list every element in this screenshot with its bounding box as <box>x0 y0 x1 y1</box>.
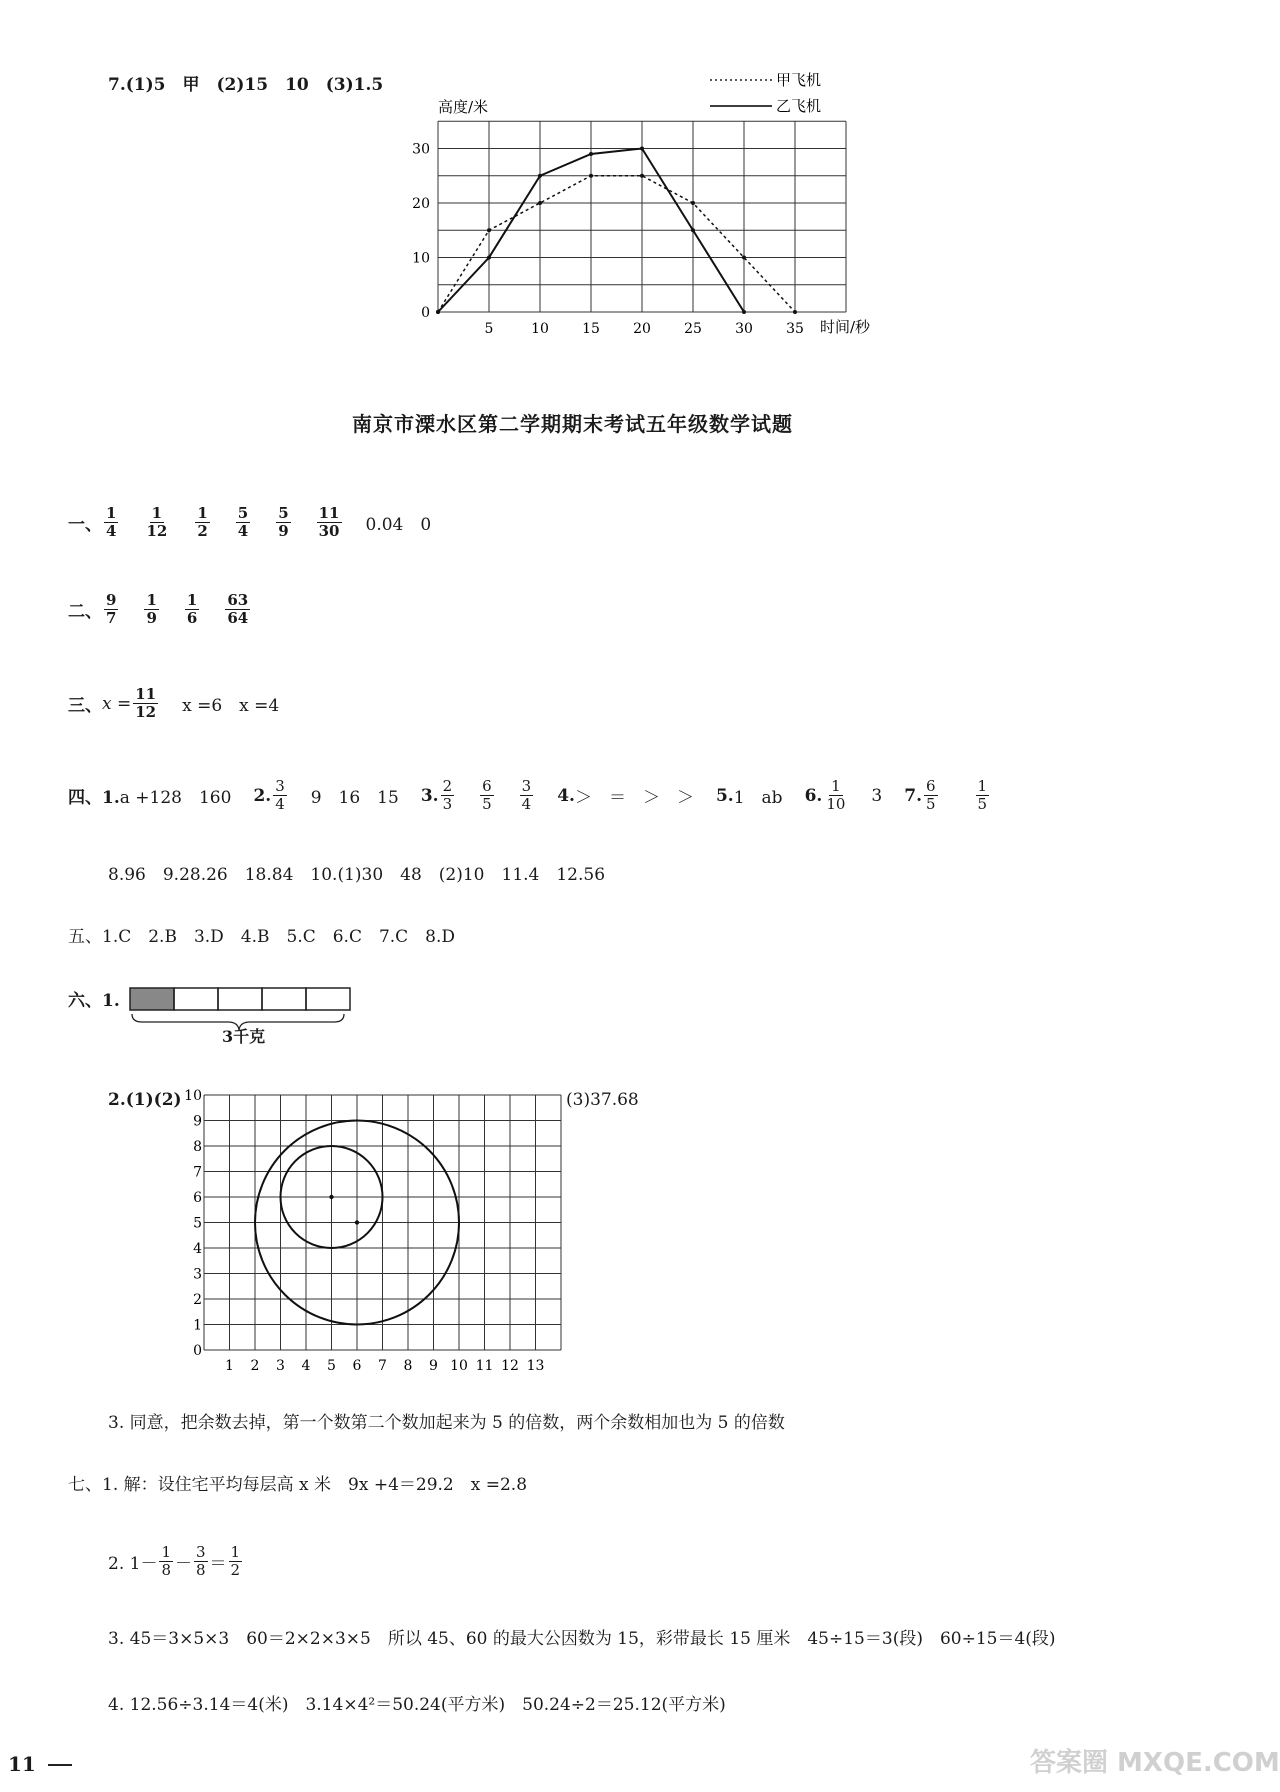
data-point <box>691 201 695 205</box>
y-tick-label: 1 <box>193 1317 202 1334</box>
y-tick-label: 7 <box>193 1164 202 1181</box>
x-tick-label: 11 <box>475 1358 494 1374</box>
section-6-q2-label: 2.(1)(2) <box>108 1090 182 1110</box>
x-tick-label: 30 <box>735 321 753 337</box>
x-tick-label: 7 <box>378 1358 387 1374</box>
x-tick-label: 4 <box>301 1358 311 1374</box>
series-line <box>438 176 795 312</box>
segment <box>218 988 262 1010</box>
section-7-q1: 七、1. 解：设住宅平均每层高 x 米 9x +4＝29.2 x =2.8 <box>68 1475 528 1495</box>
brace-label: 3千克 <box>222 1027 266 1046</box>
section-6-label: 六、1. <box>68 991 120 1011</box>
section-7-q4: 4. 12.56÷3.14＝4(米) 3.14×4²＝50.24(平方米) 50.24÷2＝25.12(平方米) <box>108 1695 726 1715</box>
section-2-fractions <box>102 592 252 627</box>
section-7-q2: 2. 1－ $\frac{1}{8}$ － $\frac{3}{8}$ ＝ $\frac{1}{2}$ <box>108 1543 241 1579</box>
segment <box>306 988 350 1010</box>
section-5: 五、1.C 2.B 3.D 4.B 5.C 6.C 7.C 8.D <box>68 927 456 947</box>
fraction: $\frac{63}{64}$ <box>227 591 249 627</box>
shaded-segment <box>130 988 174 1010</box>
fraction: $\frac{1}{4}$ <box>106 504 117 540</box>
x-tick-label: 25 <box>684 321 702 337</box>
legend-label-jia: 甲飞机 <box>776 71 822 89</box>
segment <box>262 988 306 1010</box>
page-number: 11 <box>8 1752 36 1776</box>
fraction: $\frac{3}{8}$ <box>196 1543 206 1579</box>
section-6-q2-answer: (3)37.68 <box>566 1090 639 1110</box>
grid-ticks <box>184 1088 544 1374</box>
y-tick-label: 6 <box>193 1190 202 1206</box>
y-tick-label: 8 <box>193 1139 202 1155</box>
y-tick-label: 20 <box>412 196 430 212</box>
x-tick-label: 8 <box>403 1358 413 1374</box>
section-3-x: x = <box>102 693 132 714</box>
section-3 <box>68 686 279 721</box>
data-point <box>640 174 644 178</box>
x-tick-label: 15 <box>582 321 600 337</box>
segment <box>174 988 218 1010</box>
data-point <box>538 174 542 178</box>
fraction: $\frac{9}{7}$ <box>106 591 117 627</box>
x-tick-label: 5 <box>484 321 494 337</box>
section-1-label: 一、 <box>68 515 102 535</box>
fraction: $\frac{11}{30}$ <box>318 504 340 540</box>
data-point <box>538 201 542 205</box>
section-3-fraction: $\frac{11}{12}$ <box>135 685 157 721</box>
data-point <box>691 228 695 232</box>
x-tick-label: 9 <box>429 1358 438 1374</box>
grid-lines <box>204 1095 561 1350</box>
fraction: $\frac{3}{4}$ <box>275 777 285 813</box>
x-tick-label: 13 <box>526 1358 545 1374</box>
section-1-tail: 0.04 0 <box>365 515 432 535</box>
section-3-label: 三、 <box>68 696 102 716</box>
x-tick-label: 3 <box>276 1358 285 1374</box>
section-1-fractions <box>102 505 344 540</box>
fraction: $\frac{6}{5}$ <box>925 777 936 813</box>
section-2 <box>68 592 252 627</box>
data-point <box>589 152 593 156</box>
legend-label-yi: 乙飞机 <box>776 97 822 115</box>
data-point <box>487 228 491 232</box>
y-tick-label: 10 <box>412 250 430 267</box>
y-tick-label: 4 <box>193 1241 202 1257</box>
x-tick-label: 10 <box>450 1358 468 1374</box>
fraction: $\frac{1}{8}$ <box>161 1543 171 1579</box>
y-tick-label: 0 <box>193 1343 202 1359</box>
fraction: $\frac{1}{5}$ <box>977 777 988 813</box>
fraction: $\frac{3}{4}$ <box>521 777 532 813</box>
fraction: $\frac{5}{4}$ <box>237 504 249 540</box>
q7-answer: 7.(1)5 甲 (2)15 10 (3)1.5 <box>108 75 384 95</box>
x-tick-label: 20 <box>633 321 651 337</box>
fraction: $\frac{1}{9}$ <box>146 591 157 627</box>
y-axis-label: 高度/米 <box>438 98 489 116</box>
data-point <box>640 147 644 151</box>
y-tick-label: 30 <box>412 141 430 158</box>
fraction: $\frac{1}{2}$ <box>230 1543 241 1579</box>
circle-center <box>329 1195 333 1199</box>
y-tick-label: 5 <box>193 1215 202 1232</box>
section-2-label: 二、 <box>68 602 102 622</box>
coordinate-grid <box>184 1086 560 1376</box>
fraction: $\frac{2}{3}$ <box>442 777 453 813</box>
section-1 <box>68 505 431 540</box>
x-tick-label: 5 <box>327 1358 336 1374</box>
exam-title: 南京市溧水区第二学期期末考试五年级数学试题 <box>352 412 793 436</box>
data-point <box>742 256 746 260</box>
chart-ticks <box>412 142 804 338</box>
data-point <box>487 256 491 260</box>
section-3-rest: x =6 x =4 <box>182 696 280 716</box>
x-tick-label: 2 <box>250 1358 260 1374</box>
circle-center <box>355 1220 359 1224</box>
y-tick-label: 3 <box>193 1266 202 1283</box>
fraction: $\frac{1}{12}$ <box>146 504 168 540</box>
watermark-logo: 答案圈 MXQE.COM <box>1030 1748 1280 1778</box>
fraction: $\frac{5}{9}$ <box>278 504 289 540</box>
section-4-line-1: 四、1. a +128 160 2. $\frac{3}{4}$ 9 16 15 3. $\frac{2}{3}$ $\frac{6}{5}$ $\frac{3}{4}$ 4. ＞ ＝ ＞ ＞ 5. 1 ab 6. $\frac{1}{10}$ 3 7. $\frac{6}{5}$ $\frac{1}{5}$ <box>68 777 988 813</box>
y-tick-label: 0 <box>421 305 430 321</box>
section-6-q3: 3. 同意，把余数去掉，第一个数第二个数加起来为 5 的倍数，两个余数相加也为 5 的倍数 <box>108 1413 785 1433</box>
y-tick-label: 10 <box>184 1088 202 1104</box>
section-4-line-2: 8.96 9.28.26 18.84 10.(1)30 48 (2)10 11.4 12.56 <box>108 865 606 885</box>
data-point <box>742 310 746 314</box>
y-tick-label: 9 <box>193 1113 202 1130</box>
fraction: $\frac{1}{2}$ <box>197 504 208 540</box>
x-tick-label: 1 <box>225 1358 234 1374</box>
x-tick-label: 12 <box>501 1358 519 1374</box>
fraction: $\frac{1}{10}$ <box>826 777 846 813</box>
x-tick-label: 10 <box>531 321 549 337</box>
fraction: $\frac{1}{6}$ <box>186 591 198 627</box>
altitude-line-chart <box>380 60 900 350</box>
x-tick-label: 35 <box>786 321 804 337</box>
y-tick-label: 2 <box>193 1292 202 1308</box>
x-tick-label: 6 <box>352 1358 362 1374</box>
data-point <box>436 310 440 314</box>
section-7-q3: 3. 45＝3×5×3 60＝2×2×3×5 所以 45、60 的最大公因数为 15，彩带最长 15 厘米 45÷15＝3(段) 60÷15＝4(段) <box>108 1629 1056 1649</box>
x-axis-label: 时间/秒 <box>820 318 871 336</box>
data-point <box>793 310 797 314</box>
fraction: $\frac{6}{5}$ <box>482 777 492 813</box>
footer-dash <box>48 1764 72 1766</box>
data-point <box>589 174 593 178</box>
